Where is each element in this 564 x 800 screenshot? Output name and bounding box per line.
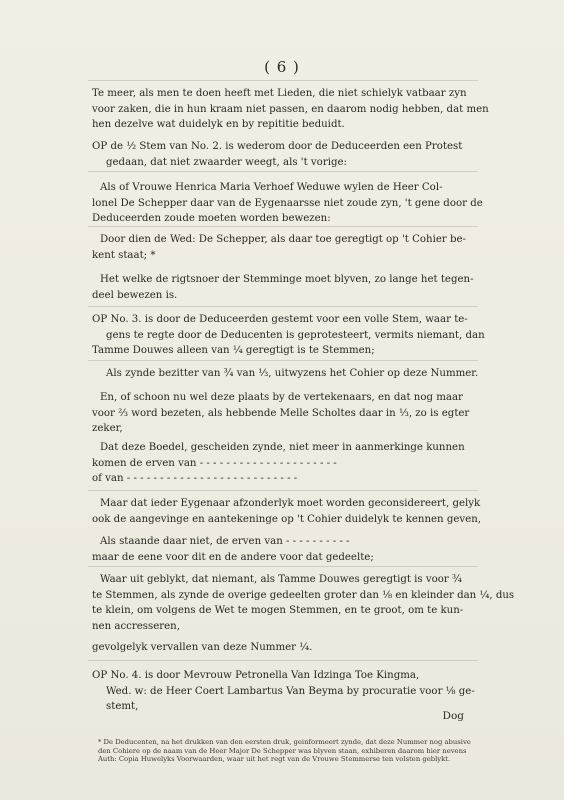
- paragraph-12: [92, 572, 515, 634]
- paragraph-6: [92, 312, 485, 359]
- text-line: gevolgelyk vervallen van deze Nummer ¼.: [92, 642, 313, 653]
- faint-rule: [88, 490, 478, 491]
- faint-rule: [88, 80, 478, 81]
- text-line: voor zaken, die in hun kraam niet passen, en daarom nodig hebben, dat men: [92, 103, 489, 115]
- paragraph-8: [92, 390, 472, 437]
- text-line: maar de eene voor dit en de andere voor dat gedeelte;: [92, 551, 374, 563]
- footnote-line: * De Deducenten, na het drukken van den eersten druk, geinformeert zynde, dat deze Nummer nog abusive: [98, 738, 471, 746]
- paragraph-11: [92, 534, 472, 565]
- text-line: OP No. 3. is door de Deduceerden gestemt voor een volle Stem, waar te-: [92, 314, 468, 325]
- text-line: Maar dat ieder Eygenaar afzonderlyk moet worden geconsidereert, gelyk: [100, 498, 481, 509]
- paragraph-5: [92, 272, 472, 303]
- faint-rule: [88, 306, 478, 307]
- paragraph-2: [92, 139, 472, 170]
- text-line: Deduceerden zoude moeten worden bewezen:: [92, 213, 331, 224]
- faint-rule: [88, 360, 478, 361]
- paragraph-9: [92, 440, 472, 487]
- text-line: gedaan, dat niet zwaarder weegt, als 't vorige:: [106, 156, 347, 168]
- footnote: [98, 738, 478, 764]
- text-line: Waar uit geblykt, dat niemant, als Tamme Douwes geregtigt is voor ¾: [100, 574, 462, 585]
- paragraph-4: [92, 232, 472, 263]
- faint-rule: [88, 566, 478, 567]
- footnote-line: Auth: Copia Huwelyks Voorwaarden, waar uit het regt van de Vrouwe Stemmerse ten volsten geblykt.: [98, 755, 451, 764]
- text-line: komen de erven van - - - - - - - - - - - - - - - - - - - - -: [92, 457, 337, 469]
- paragraph-13: [92, 640, 472, 656]
- text-line: Tamme Douwes alleen van ¼ geregtigt is te Stemmen;: [92, 345, 375, 356]
- text-line: stemt,: [106, 701, 139, 712]
- text-line: nen accresseren,: [92, 620, 180, 632]
- text-line: zeker,: [92, 423, 123, 434]
- text-line: lonel De Schepper daar van de Eygenaarsse niet zoude zyn, 't gene door de: [92, 197, 483, 209]
- text-line: Door dien de Wed: De Schepper, als daar toe geregtigt op 't Cohier be-: [100, 234, 466, 245]
- paragraph-14: [92, 668, 475, 715]
- faint-rule: [88, 226, 478, 227]
- text-line: hen dezelve wat duidelyk en by repititie beduidt.: [92, 119, 345, 130]
- text-line: Te meer, als men te doen heeft met Lieden, die niet schielyk vatbaar zyn: [92, 88, 467, 99]
- text-line: kent staat; *: [92, 249, 156, 261]
- paragraph-1: [92, 86, 489, 133]
- text-line: Dat deze Boedel, gescheiden zynde, niet meer in aanmerkinge kunnen: [100, 442, 465, 453]
- faint-rule: [88, 660, 478, 661]
- paragraph-10: [92, 496, 481, 527]
- text-line: ook de aangevinge en aantekeninge op 't Cohier duidelyk te kennen geven,: [92, 513, 481, 525]
- text-line: En, of schoon nu wel deze plaats by de vertekenaars, en dat nog maar: [100, 392, 463, 403]
- text-line: voor ⅔ word bezeten, als hebbende Melle Scholtes daar in ⅓, zo is egter: [92, 407, 470, 419]
- catchword: Dog: [442, 710, 464, 722]
- page-number: ( 6 ): [264, 58, 300, 76]
- text-line: Als staande daar niet, de erven van - - - - - - - - - -: [100, 536, 350, 547]
- text-line: Wed. w: de Heer Coert Lambartus Van Beyma by procuratie voor ⅛ ge-: [106, 685, 475, 697]
- paragraph-7: [92, 366, 479, 382]
- text-line: of van - - - - - - - - - - - - - - - - - - - - - - - - - -: [92, 473, 298, 484]
- text-line: deel bewezen is.: [92, 289, 178, 301]
- text-line: Het welke de rigtsnoer der Stemminge moet blyven, zo lange het tegen-: [100, 274, 474, 285]
- faint-rule: [88, 171, 478, 172]
- text-line: te Stemmen, als zynde de overige gedeelten groter dan ⅛ en kleinder dan ¼, dus: [92, 589, 515, 601]
- text-line: Als of Vrouwe Henrica Maria Verhoef Weduwe wylen de Heer Col-: [100, 182, 443, 193]
- text-line: OP de ½ Stem van No. 2. is wederom door de Deduceerden een Protest: [92, 141, 463, 152]
- text-line: Als zynde bezitter van ¾ van ⅓, uitwyzens het Cohier op deze Nummer.: [106, 368, 479, 379]
- text-line: OP No. 4. is door Mevrouw Petronella Van Idzinga Toe Kingma,: [92, 670, 420, 681]
- footnote-line: den Cohiere op de naam van de Heer Major De Schepper was blyven staan, exhiberen daarom hier nevens: [98, 746, 467, 755]
- paragraph-3: [92, 180, 483, 227]
- text-line: gens te regte door de Deducenten is geprotesteert, vermits niemant, dan: [106, 329, 485, 341]
- text-line: te klein, om volgens de Wet te mogen Stemmen, en te groot, om te kun-: [92, 605, 464, 616]
